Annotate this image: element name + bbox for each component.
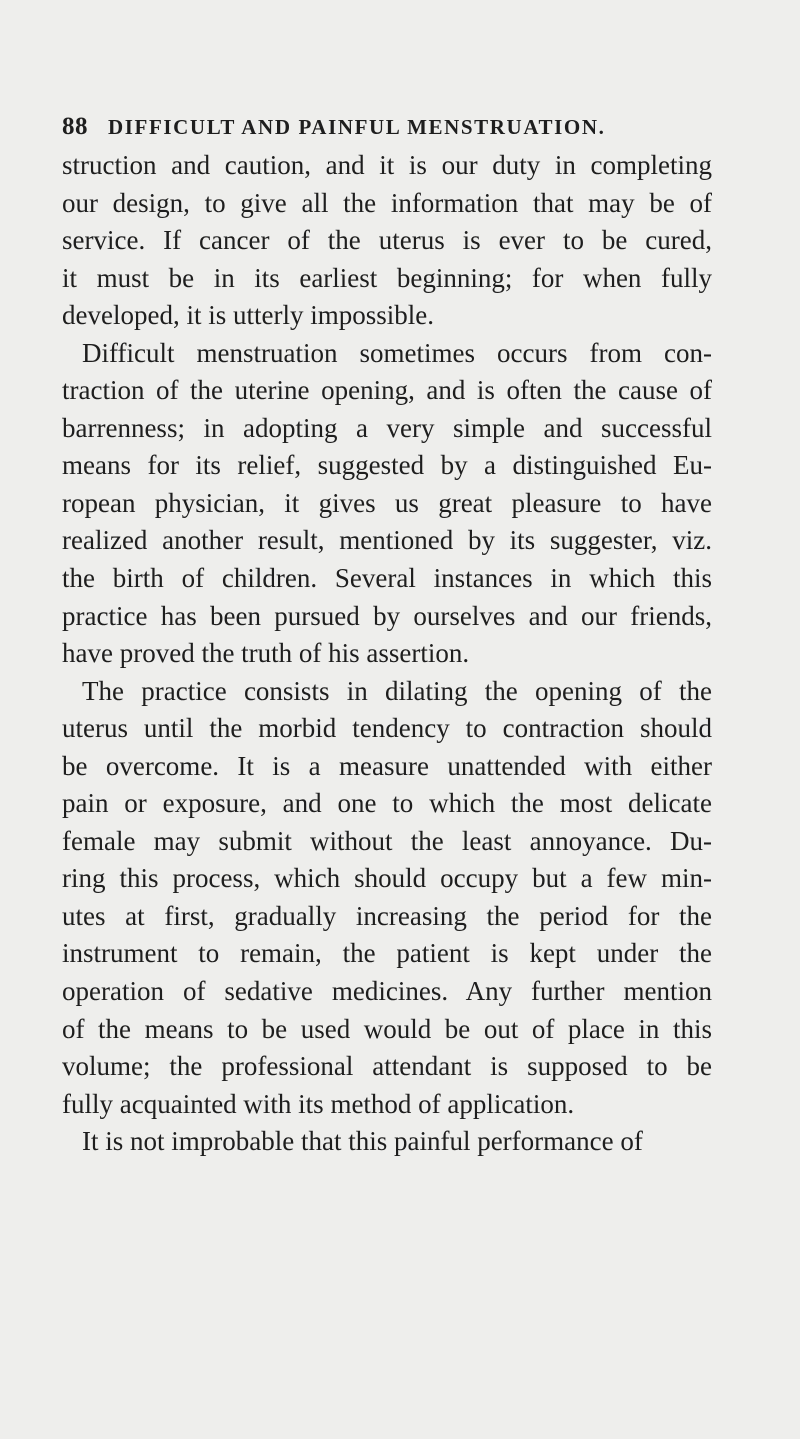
text-line: practice has been pursued by ourselves and our friends, (62, 600, 712, 631)
text-line: it must be in its earliest beginning; for when fully (62, 262, 712, 293)
text-line: means for its relief, suggested by a distinguished Eu- (62, 450, 712, 481)
text-line: pain or exposure, and one to which the most delicate (62, 788, 712, 819)
text-line: instrument to remain, the patient is kept under the (62, 938, 712, 969)
text-line: service. If cancer of the uterus is ever to be cured, (62, 225, 712, 256)
text-line: Difficult menstruation sometimes occurs from con- (82, 337, 712, 368)
text-line: the birth of children. Several instances in which this (62, 563, 712, 594)
running-head (62, 113, 702, 143)
text-line: volume; the professional attendant is supposed to be (62, 1051, 712, 1082)
text-line: developed, it is utterly impossible. (62, 300, 434, 331)
text-line: uterus until the morbid tendency to contraction should (62, 713, 712, 744)
text-line: The practice consists in dilating the opening of the (82, 675, 712, 706)
text-line: operation of sedative medicines. Any further mention (62, 976, 712, 1007)
text-line: realized another result, mentioned by its suggester, viz. (62, 525, 712, 556)
text-line: traction of the uterine opening, and is often the cause of (62, 375, 712, 406)
text-line: of the means to be used would be out of place in this (62, 1013, 712, 1044)
text-line: ring this process, which should occupy but a few min- (62, 863, 712, 894)
text-line: female may submit without the least annoyance. Du- (62, 825, 712, 856)
text-line: fully acquainted with its method of application. (62, 1088, 575, 1119)
text-line: have proved the truth of his assertion. (62, 638, 470, 669)
text-line: utes at first, gradually increasing the period for the (62, 900, 712, 931)
text-line: our design, to give all the information that may be of (62, 187, 712, 218)
text-line: struction and caution, and it is our duty in completing (62, 150, 712, 180)
text-line: barrenness; in adopting a very simple and successful (62, 412, 712, 443)
running-title: DIFFICULT AND PAINFUL MENSTRUATION. (108, 115, 606, 139)
text-line: It is not improbable that this painful performance of (82, 1126, 643, 1157)
body-text (62, 147, 712, 1161)
text-line: ropean physician, it gives us great pleasure to have (62, 487, 712, 518)
page-number: 88 (62, 113, 88, 140)
text-line: be overcome. It is a measure unattended with either (62, 750, 712, 781)
